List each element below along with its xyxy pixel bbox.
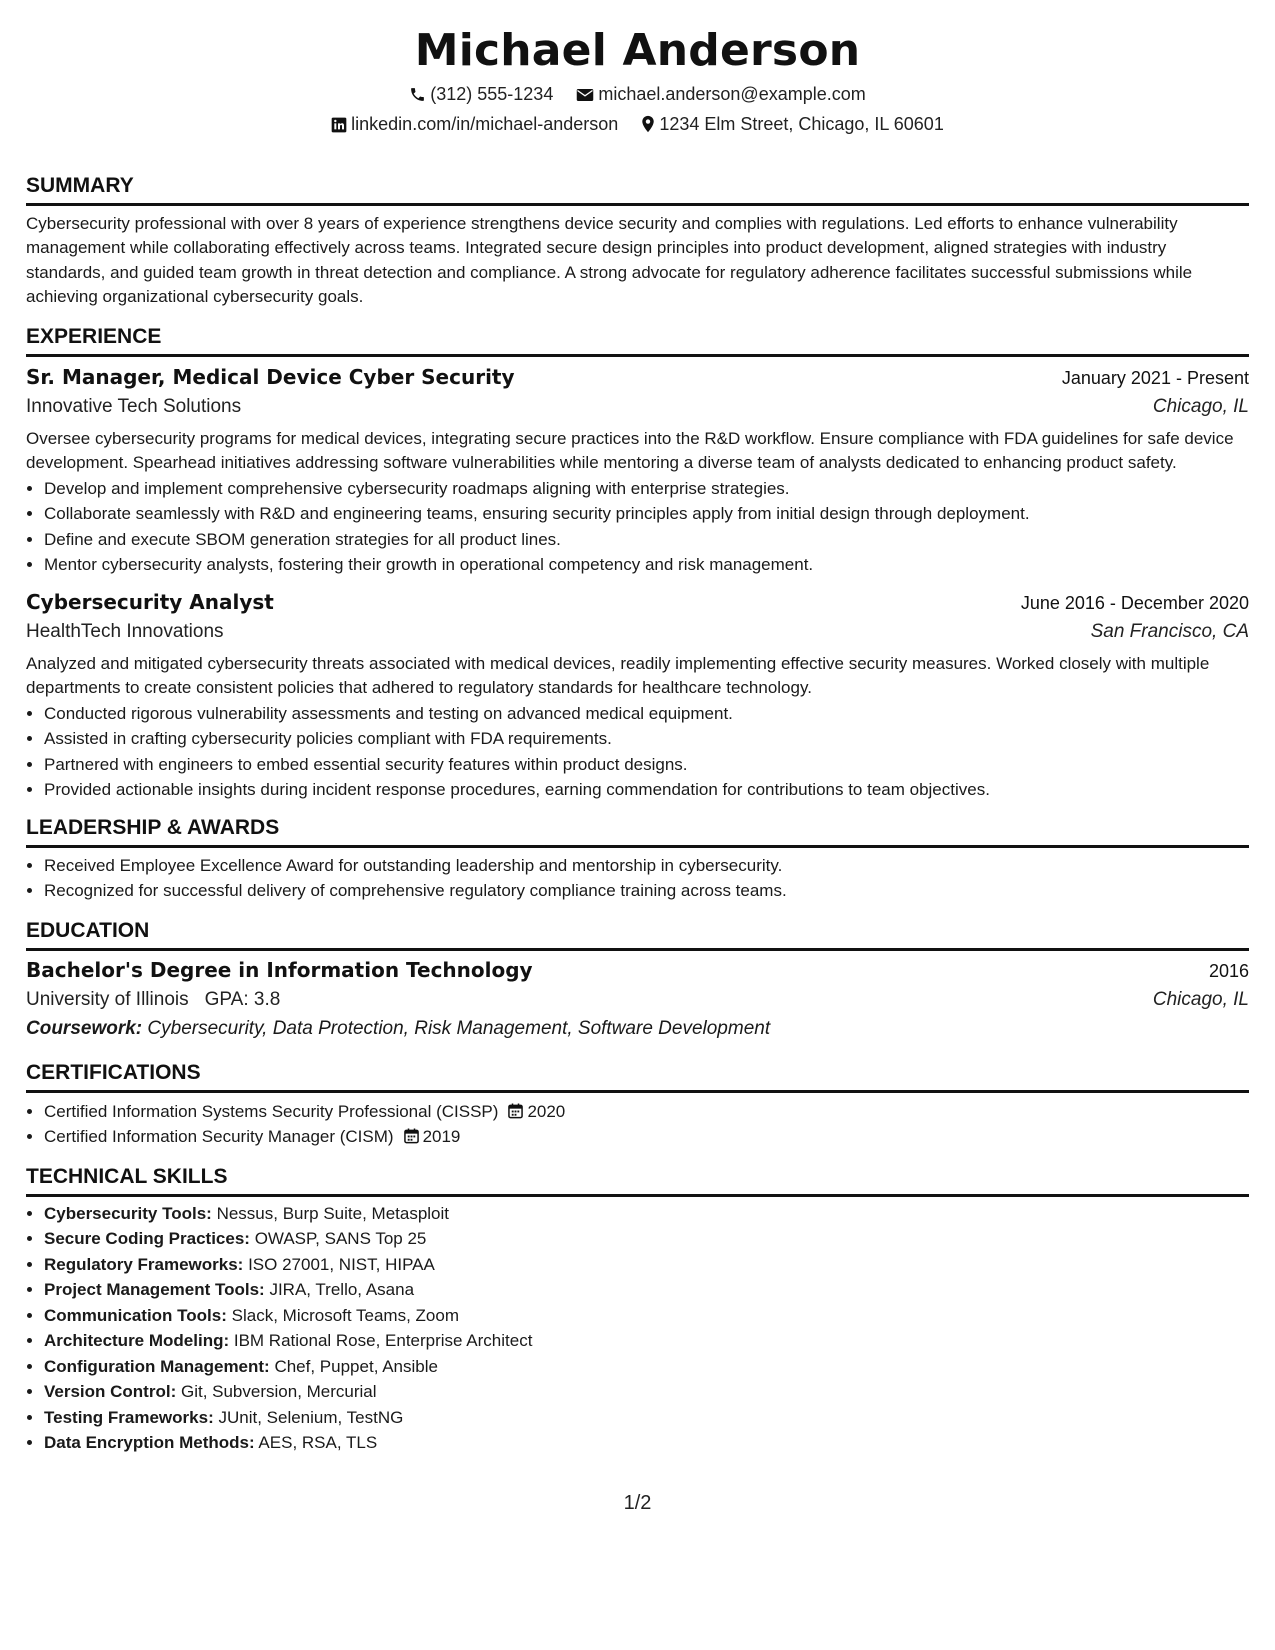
skill-label: Regulatory Frameworks: xyxy=(44,1254,244,1274)
school-line xyxy=(26,986,280,1014)
list-item: • Assisted in crafting cybersecurity policies compliant with FDA requirements. xyxy=(44,726,1249,752)
skill-value: Slack, Microsoft Teams, Zoom xyxy=(231,1305,459,1325)
skill-value: JIRA, Trello, Asana xyxy=(269,1280,415,1299)
company-name: HealthTech Innovations xyxy=(26,620,224,642)
list-item xyxy=(44,1124,1249,1150)
leadership-heading: LEADERSHIP & AWARDS xyxy=(26,815,1249,848)
skill-value: Nessus, Burp Suite, Metasploit xyxy=(216,1203,450,1223)
page-number: 1/2 xyxy=(623,1492,652,1514)
email-text[interactable]: michael.anderson@example.com xyxy=(598,84,866,105)
leadership-section xyxy=(26,815,1249,904)
gpa: GPA: 3.8 xyxy=(204,988,281,1010)
skill-value: IBM Rational Rose, Enterprise Architect xyxy=(233,1331,533,1350)
contact-line-2 xyxy=(26,109,1249,136)
list-item: • Collaborate seamlessly with R&D and engineering teams, ensuring security principles apply from initial design through deployment. xyxy=(44,501,1249,527)
address-contact xyxy=(641,111,944,137)
summary-section xyxy=(26,173,1249,310)
list-item: • Partnered with engineers to embed essential security features within product designs. xyxy=(44,752,1249,778)
skill-value: OWASP, SANS Top 25 xyxy=(254,1229,427,1248)
education-heading: EDUCATION xyxy=(26,918,1249,951)
skills-list xyxy=(26,1201,1249,1456)
job-location: San Francisco, CA xyxy=(1090,620,1249,642)
skill-value: JUnit, Selenium, TestNG xyxy=(218,1407,404,1427)
linkedin-icon xyxy=(331,117,347,133)
job-title: Sr. Manager, Medical Device Cyber Security xyxy=(26,364,515,389)
skills-heading: TECHNICAL SKILLS xyxy=(26,1164,1249,1197)
skill-label: Data Encryption Methods: xyxy=(44,1433,255,1452)
list-item: • Conducted rigorous vulnerability assessments and testing on advanced medical equipment. xyxy=(44,701,1249,727)
experience-section xyxy=(26,324,1249,803)
education-section xyxy=(26,918,1249,1044)
list-item: • Mentor cybersecurity analysts, fostering their growth in operational competency and risk management. xyxy=(44,552,1249,578)
resume-header xyxy=(26,24,1249,137)
cert-name: Certified Information Security Manager (CISM) xyxy=(44,1127,394,1146)
skill-label: Project Management Tools: xyxy=(44,1280,265,1299)
list-item xyxy=(44,1354,1249,1380)
skill-value: ISO 27001, NIST, HIPAA xyxy=(248,1254,435,1274)
list-item xyxy=(44,1226,1249,1252)
job-bullets xyxy=(26,701,1249,803)
certifications-heading: CERTIFICATIONS xyxy=(26,1060,1249,1093)
list-item xyxy=(44,1277,1249,1303)
degree-title: Bachelor's Degree in Information Technology xyxy=(26,957,533,982)
envelope-icon xyxy=(576,87,594,103)
certifications-section xyxy=(26,1060,1249,1150)
linkedin-contact[interactable] xyxy=(331,111,618,137)
map-pin-icon xyxy=(641,115,655,133)
certifications-list xyxy=(26,1099,1249,1150)
skill-label: Configuration Management: xyxy=(44,1356,270,1376)
job-date: June 2016 - December 2020 xyxy=(1020,592,1249,613)
cert-date xyxy=(498,1102,565,1121)
calendar-icon xyxy=(404,1128,419,1144)
coursework-list: Cybersecurity, Data Protection, Risk Management, Software Development xyxy=(147,1017,771,1039)
phone-contact xyxy=(409,81,553,107)
job-description: Analyzed and mitigated cybersecurity threats associated with medical devices, readily implementing effective security measures. Worked closely with multiple departments to create consistent policies that adhered to regulatory standards for healthcare technology. xyxy=(26,653,1210,697)
graduation-year: 2016 xyxy=(1208,960,1249,981)
list-item xyxy=(44,1405,1249,1431)
experience-heading: EXPERIENCE xyxy=(26,324,1249,357)
resume-page xyxy=(26,18,1249,1456)
job-entry xyxy=(26,587,1249,803)
skill-label: Testing Frameworks: xyxy=(44,1407,214,1427)
summary-heading: SUMMARY xyxy=(26,173,1249,206)
company-name: Innovative Tech Solutions xyxy=(26,395,242,417)
cert-date xyxy=(394,1127,461,1146)
calendar-icon xyxy=(508,1103,523,1119)
list-item xyxy=(44,1099,1249,1125)
skill-label: Secure Coding Practices: xyxy=(44,1229,250,1248)
skill-value: Git, Subversion, Mercurial xyxy=(180,1382,377,1401)
phone-text: (312) 555-1234 xyxy=(430,84,554,105)
coursework xyxy=(26,1014,1249,1044)
skills-section xyxy=(26,1164,1249,1456)
list-item: • Received Employee Excellence Award for outstanding leadership and mentorship in cybersecurity. xyxy=(44,853,1249,879)
list-item xyxy=(44,1328,1249,1354)
list-item xyxy=(44,1303,1249,1329)
job-entry xyxy=(26,362,1249,578)
email-contact[interactable] xyxy=(576,81,865,107)
contact-line-1 xyxy=(26,80,1249,107)
cert-name: Certified Information Systems Security Professional (CISSP) xyxy=(44,1101,499,1121)
linkedin-text[interactable]: linkedin.com/in/michael-anderson xyxy=(351,113,619,134)
skill-value: AES, RSA, TLS xyxy=(258,1433,378,1452)
phone-icon xyxy=(409,86,426,103)
job-description: Oversee cybersecurity programs for medical devices, integrating secure practices into the R&D workflow. Ensure compliance with FDA guidelines for safe device development. Spearhead initiatives addressing software vulnerabilities while mentoring a diverse team of analysts dedicated to enhancing product safety. xyxy=(26,428,1234,472)
list-item xyxy=(44,1201,1249,1227)
skill-label: Cybersecurity Tools: xyxy=(44,1203,212,1223)
cert-year: 2019 xyxy=(422,1127,461,1146)
coursework-label: Coursework: xyxy=(26,1017,143,1039)
cert-year: 2020 xyxy=(527,1101,566,1121)
job-bullets xyxy=(26,476,1249,578)
list-item: • Provided actionable insights during incident response procedures, earning commendation for contributions to team objectives. xyxy=(44,777,1249,803)
school-location: Chicago, IL xyxy=(1152,988,1249,1010)
job-location: Chicago, IL xyxy=(1152,395,1249,417)
list-item: • Develop and implement comprehensive cybersecurity roadmaps aligning with enterprise strategies. xyxy=(44,476,1249,502)
summary-text: Cybersecurity professional with over 8 years of experience strengthens device security and complies with regulations. Led efforts to enhance vulnerability management while collaborating effectively across teams. Integrated secure design principles into product development, aligned strategies with industry standards, and guided team growth in threat detection and compliance. A strong advocate for regulatory adherence facilitates successful submissions while achieving organizational cybersecurity goals. xyxy=(26,213,1193,306)
leadership-list xyxy=(26,853,1249,904)
job-title: Cybersecurity Analyst xyxy=(26,589,274,614)
candidate-name: Michael Anderson xyxy=(414,25,861,76)
list-item xyxy=(44,1379,1249,1405)
address-text: 1234 Elm Street, Chicago, IL 60601 xyxy=(659,113,944,134)
skill-value: Chef, Puppet, Ansible xyxy=(274,1356,438,1376)
list-item xyxy=(44,1252,1249,1278)
school-name: University of Illinois xyxy=(26,988,189,1010)
skill-label: Version Control: xyxy=(44,1382,177,1401)
skill-label: Architecture Modeling: xyxy=(44,1331,230,1350)
list-item: • Recognized for successful delivery of comprehensive regulatory compliance training across teams. xyxy=(44,878,1249,904)
skill-label: Communication Tools: xyxy=(44,1305,227,1325)
list-item: • Define and execute SBOM generation strategies for all product lines. xyxy=(44,527,1249,553)
list-item xyxy=(44,1430,1249,1456)
job-date: January 2021 - Present xyxy=(1061,367,1249,388)
